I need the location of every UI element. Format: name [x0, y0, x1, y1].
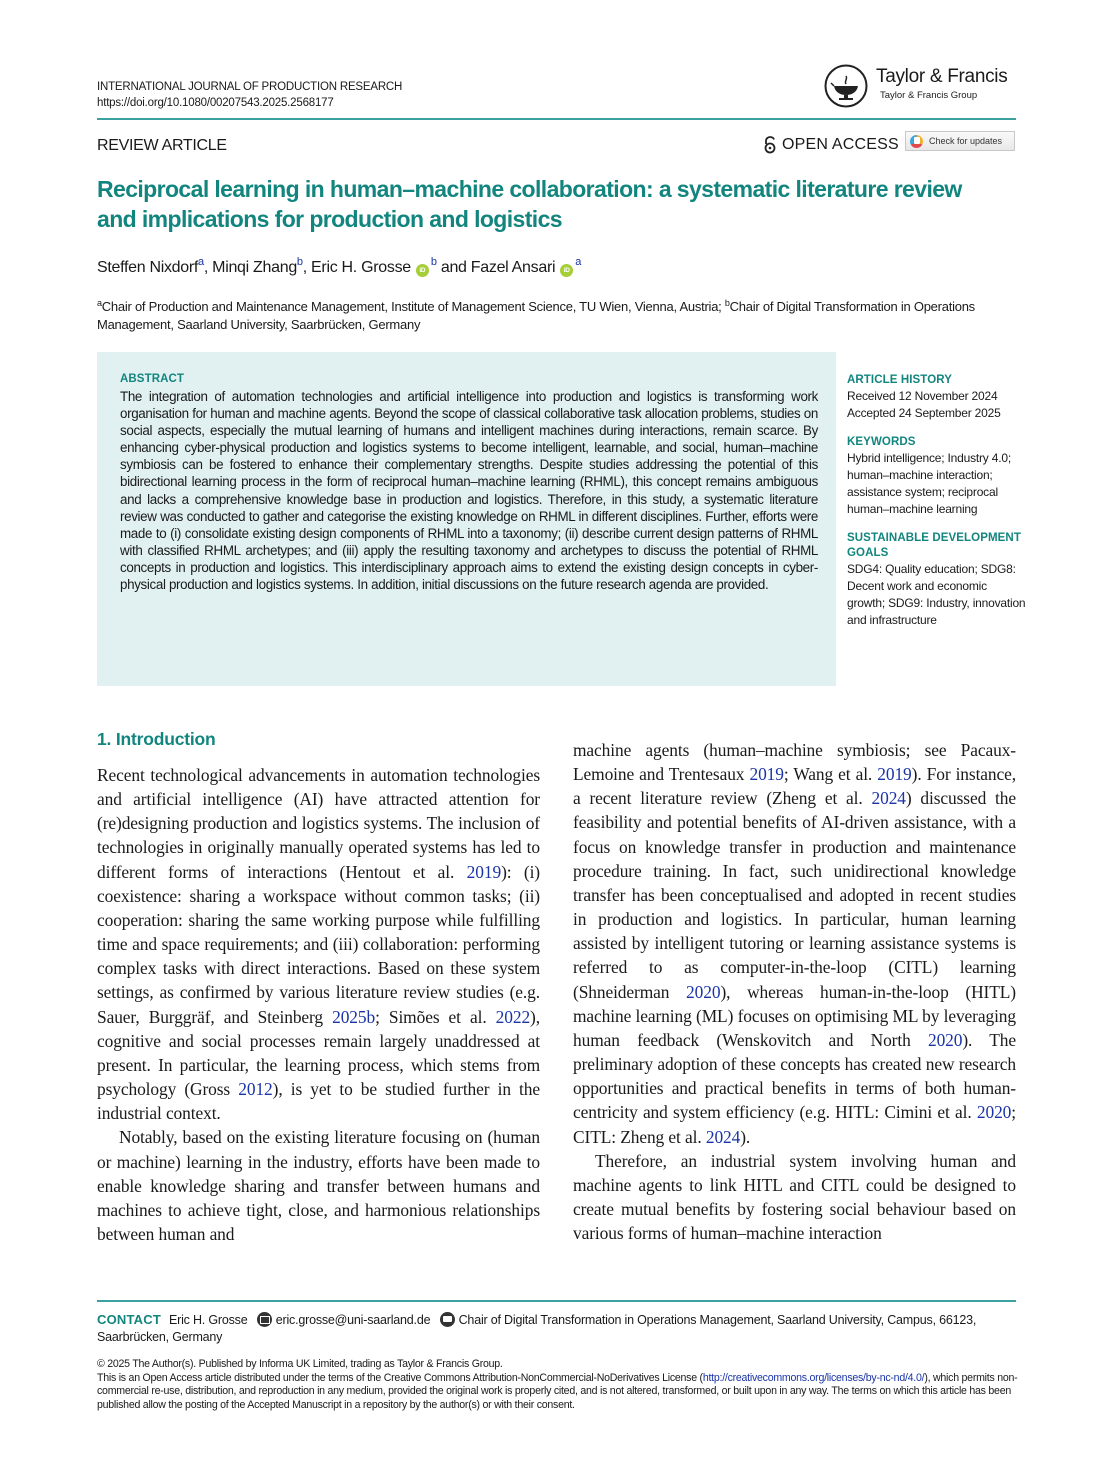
body-text: Recent technological advancements in automation technologies and artificial intelligence (AI) have attracted attention for (re)designing production and logistics systems. The inclusion of technologies in originally manually operated systems has led to different forms of interactions (Hentout et al.	[97, 765, 540, 882]
affil-a: Chair of Production and Maintenance Management, Institute of Management Science, TU Wien, Vienna, Austria;	[101, 299, 725, 314]
publisher-group: Taylor & Francis Group	[880, 90, 978, 101]
contact-block	[97, 1311, 1016, 1346]
crossmark-icon	[910, 135, 923, 148]
header-divider	[97, 118, 1016, 120]
contact-label: CONTACT	[97, 1312, 161, 1327]
keywords-text: Hybrid intelligence; Industry 4.0; human–machine interaction; assistance system; reciprocal human–machine learning	[847, 451, 1011, 516]
body-text: ; CITL: Zheng et al.	[573, 1102, 1016, 1147]
journal-header	[97, 79, 402, 111]
accepted-date: Accepted 24 September 2025	[847, 406, 1001, 420]
publisher-logo[interactable]	[824, 64, 1024, 110]
body-paragraph	[573, 1149, 1016, 1246]
body-text: ), cognitive and social processes remain largely unaddressed at present. In particular, the learning process, which stems from psychology (Gross	[97, 1006, 540, 1100]
sdg-block	[847, 531, 1027, 629]
license-pre: This is an Open Access article distributed under the terms of the Creative Commons Attribution-NonCommercial-NoDerivatives License (	[97, 1371, 703, 1384]
publisher-name: Taylor & Francis	[876, 66, 1008, 87]
contact-name: Eric H. Grosse	[168, 1313, 248, 1327]
article-title: Reciprocal learning in human–machine collaboration: a systematic literature review and implications for production and logistics	[97, 176, 962, 232]
body-text: Therefore, an industrial system involving human and machine agents to link HITL and CITL could be designed to create mutual benefits by fostering social behaviour based on various forms of human–machine interaction	[573, 1150, 1016, 1244]
email-icon	[257, 1312, 272, 1327]
open-access-label: OPEN ACCESS	[782, 136, 899, 153]
affiliations	[97, 298, 997, 334]
body-text: ). The preliminary adoption of these concepts has created new research opportunities and practical benefits in terms of both human-centricity and system efficiency (e.g. HITL: Cimini et al.	[573, 1029, 1016, 1123]
citation-link[interactable]: 2012	[238, 1079, 273, 1100]
keywords-label: KEYWORDS	[847, 436, 916, 448]
taylor-francis-lamp-icon	[824, 64, 868, 108]
author-list	[97, 256, 582, 277]
citation-link[interactable]: 2024	[705, 1126, 741, 1147]
body-text: ; Wang et al.	[783, 764, 878, 785]
open-access-badge	[763, 136, 899, 154]
author-affiliation-marker[interactable]: b	[296, 256, 303, 268]
affil-b: Chair of Digital Transformation in Operations Management, Saarland University, Saarbrücken, Germany	[97, 299, 975, 332]
license-text	[97, 1372, 1022, 1413]
received-date: Received 12 November 2024	[847, 389, 998, 403]
citation-link[interactable]: 2022	[495, 1006, 531, 1027]
copyright-text: © 2025 The Author(s). Published by Informa UK Limited, trading as Taylor & Francis Group.	[97, 1358, 503, 1370]
author-affiliation-marker[interactable]: a	[198, 256, 204, 268]
body-paragraph	[97, 763, 540, 1125]
citation-link[interactable]: 2019	[877, 764, 912, 785]
body-text: ), whereas human-in-the-loop (HITL) machine learning (ML) focuses on optimising ML by leveraging human feedback (Wenskovitch and North	[573, 981, 1016, 1050]
body-paragraph	[97, 1125, 540, 1246]
journal-name: INTERNATIONAL JOURNAL OF PRODUCTION RESEARCH	[97, 81, 403, 93]
citation-link[interactable]: 2019	[466, 861, 502, 882]
body-text: ). For instance, a recent literature review (Zheng et al.	[573, 764, 1017, 809]
body-text: ).	[740, 1126, 751, 1147]
author-name[interactable]: Minqi Zhang	[212, 259, 297, 276]
address-icon	[440, 1312, 455, 1327]
citation-link[interactable]: 2020	[927, 1029, 963, 1050]
author-name[interactable]: Fazel Ansari	[470, 259, 556, 276]
body-text: ), is yet to be studied further in the industrial context.	[97, 1079, 541, 1124]
body-text: ): (i) coexistence: sharing a workspace without common tasks; (ii) cooperation: sharing the same working purpose while fulfilling time and space requirements; and (iii) collaboration: performing complex tasks with direct interactions. Based on these system settings, as confirmed by various literature review studies (e.g. Sauer, Burggräf, and Steinberg	[97, 861, 540, 1027]
citation-link[interactable]: 2020	[976, 1102, 1012, 1123]
license-block	[97, 1358, 1022, 1412]
citation-link[interactable]: 2020	[686, 981, 721, 1002]
body-column-right	[573, 738, 1016, 1245]
license-post: ), which permits non-commercial re-use, distribution, and reproduction in any medium, provided the original work is properly cited, and is not altered, transformed, or built upon in any way. The terms on which this article has been published allow the posting of the Accepted Manuscript in a repository by the author(s) or with their consent.	[97, 1371, 1018, 1411]
body-text: Notably, based on the existing literature focusing on (human or machine) learning in the industry, efforts have been made to enable knowledge sharing and transfer between humans and machines to achieve tight, close, and harmonious relationships between human and	[97, 1127, 540, 1244]
sdg-text: SDG4: Quality education; SDG8: Decent work and economic growth; SDG9: Industry, innovation and infrastructure	[847, 562, 1026, 627]
body-text: machine agents (human–machine symbiosis; see Pacaux-Lemoine and Trentesaux	[573, 740, 1016, 785]
body-text: ) discussed the feasibility and potential benefits of AI-driven assistance, with a focus on knowledge transfer in production and maintenance procedure training. In fact, such unidirectional knowledge transfer has been conceptualised and adopted in recent studies in production and logistics. In particular, human learning assisted by intelligent tutoring or learning assistance systems is referred to as computer-in-the-loop (CITL) learning (Shneiderman	[573, 788, 1016, 1002]
author-name[interactable]: Steffen Nixdorf	[97, 259, 199, 276]
license-link[interactable]: http://creativecommons.org/licenses/by-nc-nd/4.0/	[702, 1371, 925, 1384]
check-for-updates-label: Check for updates	[929, 136, 1003, 146]
footer-divider	[97, 1300, 1016, 1302]
article-type: REVIEW ARTICLE	[97, 137, 227, 154]
contact-email[interactable]: eric.grosse@uni-saarland.de	[275, 1313, 431, 1327]
article-history	[847, 373, 1027, 422]
keywords-block	[847, 435, 1027, 518]
abstract-label: ABSTRACT	[120, 373, 185, 385]
author-affiliation-marker[interactable]: b	[430, 256, 437, 268]
body-column-left	[97, 763, 540, 1246]
citation-link[interactable]: 2019	[749, 764, 784, 785]
author-name[interactable]: Eric H. Grosse	[311, 259, 411, 276]
abstract-text: The integration of automation technologies and artificial intelligence into production and logistics is transforming work organisation for human and machine agents. Beyond the scope of classical collaborative task allocation problems, studies on social aspects, especially the mutual learning of humans and intelligent machines during interactions, remain scarce. By enhancing cyber-physical production and logistics systems to become intelligent, learnable, and social, human–machine symbiosis can be fostered to enhance their complementary strengths. Despite studies addressing the potential of this bidirectional learning process in the form of reciprocal human–machine learning (RHML), this concept remains ambiguous and lacks a comprehensive knowledge base in production and logistics. Therefore, in this study, a systematic literature review was conducted to gather and categorise the existing knowledge on RHML in different disciplines. Further, efforts were made to (i) consolidate existing design components of RHML into a taxonomy; (ii) describe current design patterns of RHML with classified RHML archetypes; and (iii) apply the resulting taxonomy and archetypes to discuss the potential of RHML concepts in production and logistics. This interdisciplinary approach aims to extend the existing design concepts in cyber-physical production and logistics systems. In addition, initial discussions on the future research agenda are provided.	[120, 389, 818, 593]
affil-key-a: a	[97, 298, 102, 308]
citation-link[interactable]: 2025b	[332, 1006, 376, 1027]
section-heading-introduction: 1. Introduction	[97, 729, 216, 749]
check-for-updates-button[interactable]	[905, 131, 1015, 151]
citation-link[interactable]: 2024	[871, 788, 906, 809]
orcid-icon[interactable]: iD	[416, 264, 429, 277]
doi-link[interactable]: https://doi.org/10.1080/00207543.2025.2568177	[97, 97, 334, 109]
body-text: ; Simões et al.	[375, 1006, 496, 1027]
history-label: ARTICLE HISTORY	[847, 374, 953, 386]
article-metadata	[847, 373, 1027, 642]
author-separator: ,	[203, 259, 213, 276]
open-access-lock-icon	[763, 136, 777, 154]
sdg-label: SUSTAINABLE DEVELOPMENT GOALS	[847, 532, 1021, 559]
body-paragraph	[573, 738, 1016, 1149]
author-separator: ,	[302, 259, 312, 276]
orcid-icon[interactable]: iD	[560, 264, 573, 277]
author-separator: and	[436, 259, 471, 276]
contact-address: Chair of Digital Transformation in Operations Management, Saarland University, Campus, 66123, Saarbrücken, Germany	[97, 1313, 977, 1344]
author-affiliation-marker[interactable]: a	[575, 256, 582, 268]
affil-key-b: b	[724, 298, 730, 308]
